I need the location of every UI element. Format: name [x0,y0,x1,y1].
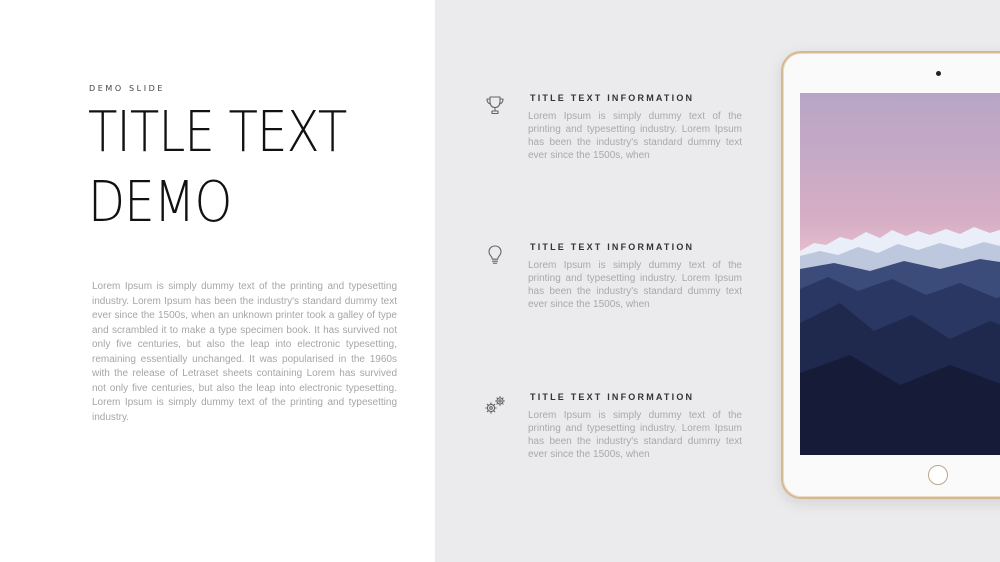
mountain-landscape-illustration [800,93,1000,455]
home-button [928,465,948,485]
feature-title: TITLE TEXT INFORMATION [530,392,695,402]
slide-title-line-2: DEMO [88,170,232,235]
gears-icon [482,392,508,418]
trophy-icon [482,93,508,119]
feature-description: Lorem Ipsum is simply dummy text of the printing and typesetting industry. Lorem Ipsum has been the industry's standard dummy text ever since the 1500s, when [528,410,742,460]
feature-description: Lorem Ipsum is simply dummy text of the printing and typesetting industry. Lorem Ipsum has been the industry's standard dummy text ever since the 1500s, when [528,260,742,310]
camera-dot [936,71,941,76]
feature-title: TITLE TEXT INFORMATION [530,242,695,252]
tablet-device [781,51,1000,499]
slide-body-text: Lorem Ipsum is simply dummy text of the printing and typesetting industry. Lorem Ipsum has been the industry's standard dummy text ever since the 1500s, when an unknown printer took a galley of type and scrambled it to make a type specimen book. It has survived not only five centuries, but also the leap into electronic typesetting, remaining essentially unchanged. It was popularised in the 1960s with the release of Letraset sheets containing Lorem has survived not only five centuries, but also the leap into electronic typesetting. Lorem Ipsum is simply dummy text of the printing and typesetting industry. [92,281,397,423]
tablet-screen-image [800,93,1000,455]
slide-title-line-1: TITLE TEXT [88,100,347,165]
lightbulb-icon [482,242,508,268]
slide-eyebrow: DEMO SLIDE [89,84,166,93]
feature-title: TITLE TEXT INFORMATION [530,93,695,103]
slide-title [88,98,346,238]
feature-description: Lorem Ipsum is simply dummy text of the printing and typesetting industry. Lorem Ipsum has been the industry's standard dummy text ever since the 1500s, when [528,111,742,161]
